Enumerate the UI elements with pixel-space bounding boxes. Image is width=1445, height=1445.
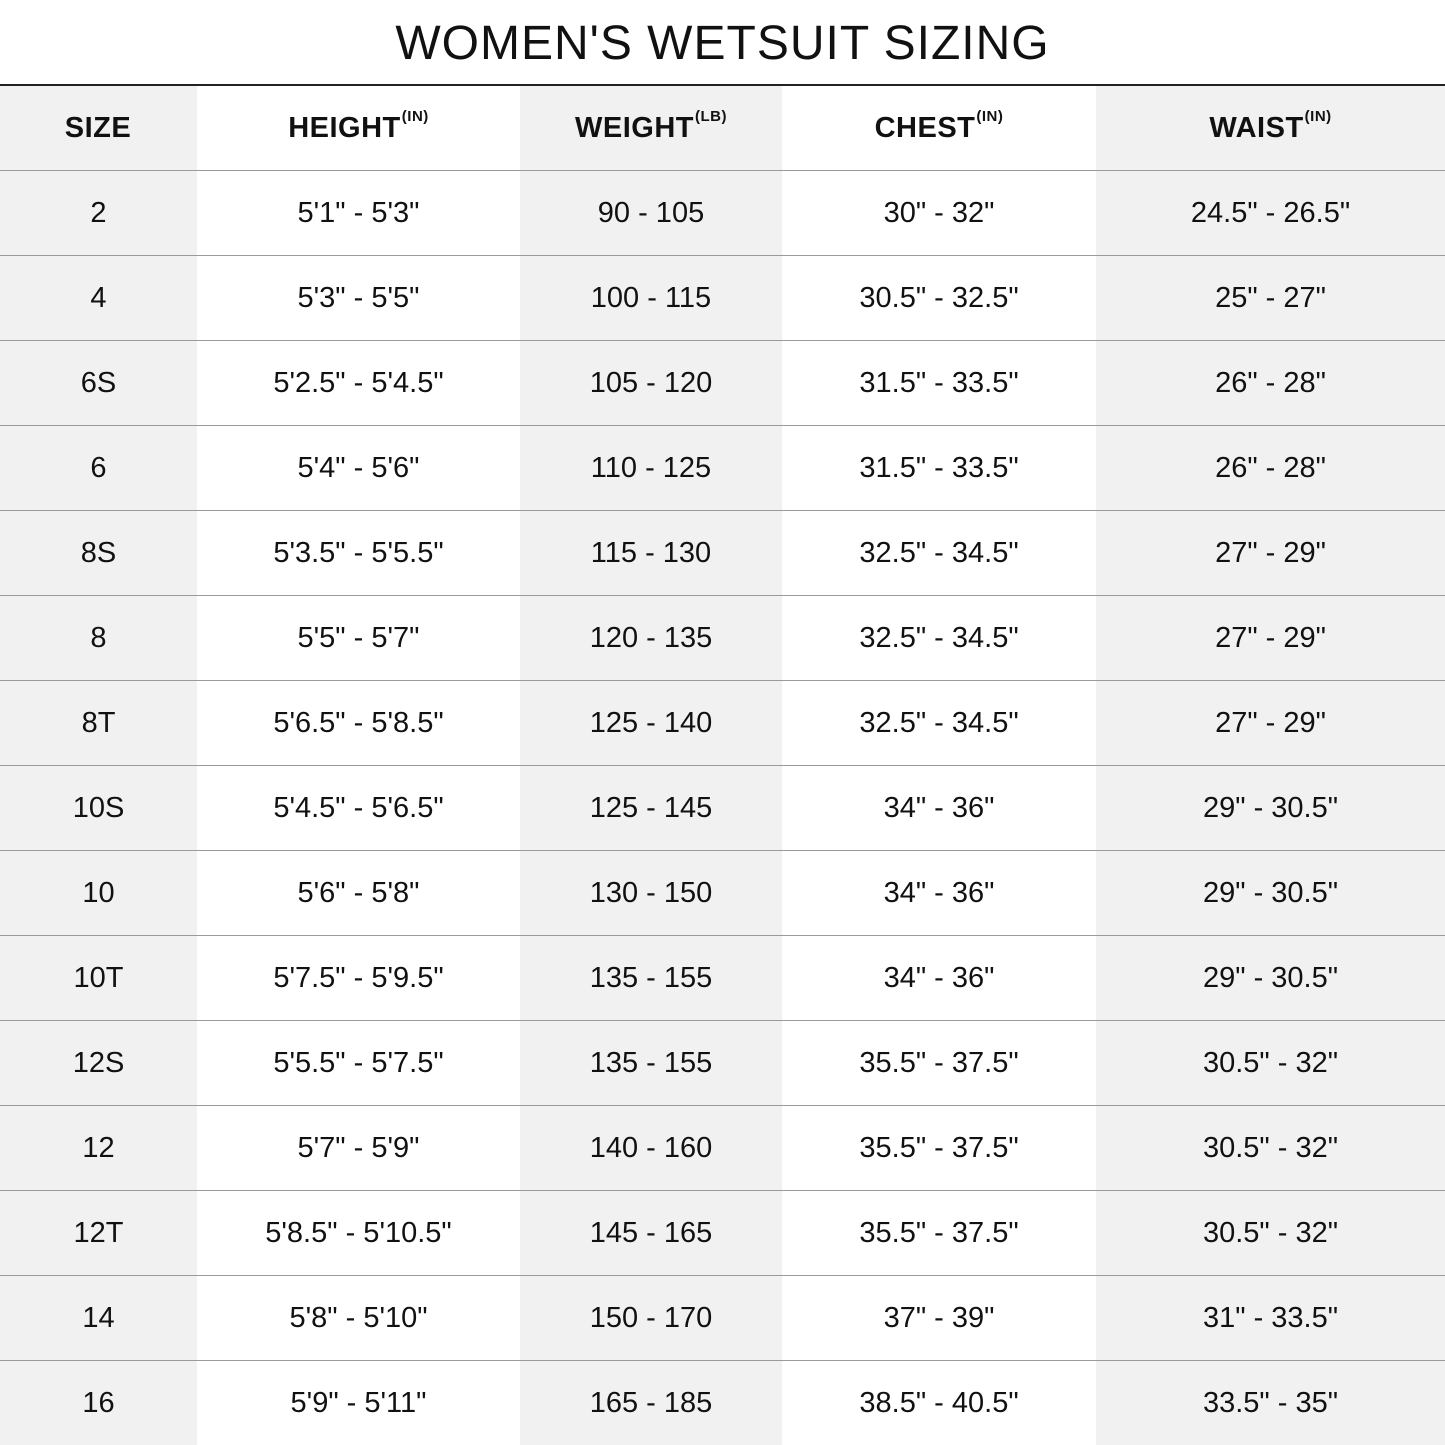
height-cell: 5'9" - 5'11" bbox=[197, 1361, 520, 1445]
chest-cell: 31.5" - 33.5" bbox=[782, 341, 1096, 426]
height-cell: 5'5.5" - 5'7.5" bbox=[197, 1021, 520, 1106]
chest-cell: 35.5" - 37.5" bbox=[782, 1191, 1096, 1276]
height-cell: 5'3.5" - 5'5.5" bbox=[197, 511, 520, 596]
height-cell: 5'5" - 5'7" bbox=[197, 596, 520, 681]
waist-cell: 30.5" - 32" bbox=[1096, 1106, 1445, 1191]
weight-cell: 165 - 185 bbox=[520, 1361, 782, 1445]
waist-cell: 33.5" - 35" bbox=[1096, 1361, 1445, 1445]
weight-cell: 115 - 130 bbox=[520, 511, 782, 596]
chest-cell: 38.5" - 40.5" bbox=[782, 1361, 1096, 1445]
weight-cell: 110 - 125 bbox=[520, 426, 782, 511]
chest-cell: 32.5" - 34.5" bbox=[782, 596, 1096, 681]
waist-cell: 26" - 28" bbox=[1096, 426, 1445, 511]
waist-cell: 29" - 30.5" bbox=[1096, 766, 1445, 851]
weight-cell: 130 - 150 bbox=[520, 851, 782, 936]
height-cell: 5'2.5" - 5'4.5" bbox=[197, 341, 520, 426]
size-cell: 6S bbox=[0, 341, 197, 426]
waist-cell: 24.5" - 26.5" bbox=[1096, 171, 1445, 256]
height-cell: 5'7.5" - 5'9.5" bbox=[197, 936, 520, 1021]
table-row bbox=[0, 256, 1445, 341]
size-cell: 10T bbox=[0, 936, 197, 1021]
table-row bbox=[0, 851, 1445, 936]
size-cell: 4 bbox=[0, 256, 197, 341]
weight-cell: 140 - 160 bbox=[520, 1106, 782, 1191]
chest-cell: 32.5" - 34.5" bbox=[782, 681, 1096, 766]
waist-cell: 31" - 33.5" bbox=[1096, 1276, 1445, 1361]
header-chest: $CHEST^{(IN)}$ bbox=[782, 86, 1096, 171]
table-row bbox=[0, 596, 1445, 681]
weight-cell: 145 - 165 bbox=[520, 1191, 782, 1276]
height-cell: 5'8" - 5'10" bbox=[197, 1276, 520, 1361]
sizing-table bbox=[0, 86, 1445, 1445]
weight-cell: 100 - 115 bbox=[520, 256, 782, 341]
table-row bbox=[0, 426, 1445, 511]
weight-cell: 105 - 120 bbox=[520, 341, 782, 426]
weight-cell: 125 - 140 bbox=[520, 681, 782, 766]
chest-cell: 31.5" - 33.5" bbox=[782, 426, 1096, 511]
weight-cell: 90 - 105 bbox=[520, 171, 782, 256]
header-waist: $WAIST^{(IN)}$ bbox=[1096, 86, 1445, 171]
chest-cell: 34" - 36" bbox=[782, 851, 1096, 936]
size-cell: 12T bbox=[0, 1191, 197, 1276]
header-height: $HEIGHT^{(IN)}$ bbox=[197, 86, 520, 171]
table-row bbox=[0, 936, 1445, 1021]
chest-cell: 35.5" - 37.5" bbox=[782, 1106, 1096, 1191]
waist-cell: 25" - 27" bbox=[1096, 256, 1445, 341]
table-row bbox=[0, 511, 1445, 596]
header-weight: $WEIGHT^{(LB)}$ bbox=[520, 86, 782, 171]
size-cell: 16 bbox=[0, 1361, 197, 1445]
waist-cell: 27" - 29" bbox=[1096, 596, 1445, 681]
table-row bbox=[0, 1361, 1445, 1445]
table-row bbox=[0, 1276, 1445, 1361]
chest-cell: 32.5" - 34.5" bbox=[782, 511, 1096, 596]
waist-cell: 29" - 30.5" bbox=[1096, 851, 1445, 936]
waist-cell: 27" - 29" bbox=[1096, 511, 1445, 596]
weight-cell: 135 - 155 bbox=[520, 936, 782, 1021]
chest-cell: 35.5" - 37.5" bbox=[782, 1021, 1096, 1106]
size-cell: 6 bbox=[0, 426, 197, 511]
table-row bbox=[0, 766, 1445, 851]
size-cell: 10S bbox=[0, 766, 197, 851]
size-cell: 10 bbox=[0, 851, 197, 936]
height-cell: 5'8.5" - 5'10.5" bbox=[197, 1191, 520, 1276]
table-row bbox=[0, 1106, 1445, 1191]
table-row bbox=[0, 1191, 1445, 1276]
height-cell: 5'6.5" - 5'8.5" bbox=[197, 681, 520, 766]
height-cell: 5'4.5" - 5'6.5" bbox=[197, 766, 520, 851]
chest-cell: 34" - 36" bbox=[782, 766, 1096, 851]
size-cell: 14 bbox=[0, 1276, 197, 1361]
table-row bbox=[0, 681, 1445, 766]
size-cell: 12 bbox=[0, 1106, 197, 1191]
weight-cell: 150 - 170 bbox=[520, 1276, 782, 1361]
size-cell: 8 bbox=[0, 596, 197, 681]
header-size: SIZE bbox=[0, 86, 197, 171]
chest-cell: 34" - 36" bbox=[782, 936, 1096, 1021]
chest-cell: 30.5" - 32.5" bbox=[782, 256, 1096, 341]
weight-cell: 125 - 145 bbox=[520, 766, 782, 851]
size-cell: 2 bbox=[0, 171, 197, 256]
height-cell: 5'4" - 5'6" bbox=[197, 426, 520, 511]
size-cell: 8T bbox=[0, 681, 197, 766]
weight-cell: 120 - 135 bbox=[520, 596, 782, 681]
waist-cell: 30.5" - 32" bbox=[1096, 1191, 1445, 1276]
height-cell: 5'6" - 5'8" bbox=[197, 851, 520, 936]
table-row bbox=[0, 171, 1445, 256]
size-cell: 8S bbox=[0, 511, 197, 596]
size-cell: 12S bbox=[0, 1021, 197, 1106]
chest-cell: 30" - 32" bbox=[782, 171, 1096, 256]
chest-cell: 37" - 39" bbox=[782, 1276, 1096, 1361]
table-row bbox=[0, 341, 1445, 426]
chart-title: WOMEN'S WETSUIT SIZING bbox=[395, 16, 1050, 70]
height-cell: 5'7" - 5'9" bbox=[197, 1106, 520, 1191]
waist-cell: 26" - 28" bbox=[1096, 341, 1445, 426]
table-body bbox=[0, 171, 1445, 1445]
height-cell: 5'3" - 5'5" bbox=[197, 256, 520, 341]
waist-cell: 30.5" - 32" bbox=[1096, 1021, 1445, 1106]
waist-cell: 29" - 30.5" bbox=[1096, 936, 1445, 1021]
weight-cell: 135 - 155 bbox=[520, 1021, 782, 1106]
height-cell: 5'1" - 5'3" bbox=[197, 171, 520, 256]
header-row bbox=[0, 86, 1445, 171]
table-row bbox=[0, 1021, 1445, 1106]
waist-cell: 27" - 29" bbox=[1096, 681, 1445, 766]
